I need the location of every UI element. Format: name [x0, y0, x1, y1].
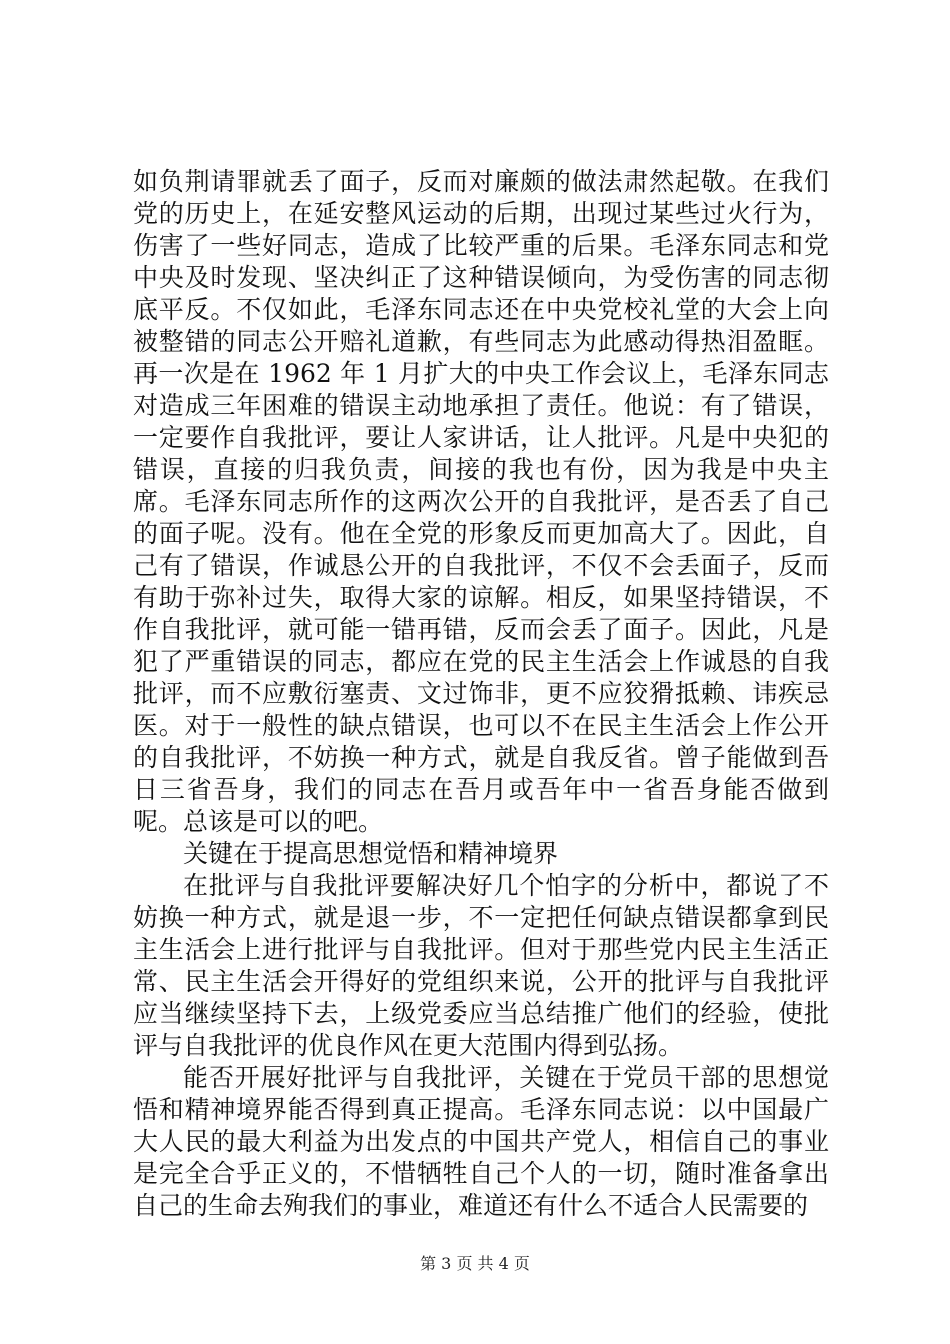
- body-paragraph-continuation: 如负荆请罪就丢了面子，反而对廉颇的做法肃然起敬。在我们党的历史上，在延安整风运动的后期，出现过某些过火行为，伤害了一些好同志，造成了比较严重的后果。毛泽东同志和党中央及时发现、坚决纠正了这种错误倾向，为受伤害的同志彻底平反。不仅如此，毛泽东同志还在中央党校礼堂的大会上向被整错的同志公开赔礼道歉，有些同志为此感动得热泪盈眶。再一次是在 1962 年 1 月扩大的中央工作会议上，毛泽东同志对造成三年困难的错误主动地承担了责任。他说：有了错误，一定要作自我批评，要让人家讲话，让人批评。凡是中央犯的错误，直接的归我负责，间接的我也有份，因为我是中央主席。毛泽东同志所作的这两次公开的自我批评，是否丢了自己的面子呢。没有。他在全党的形象反而更加高大了。因此，自己有了错误，作诚恳公开的自我批评，不仅不会丢面子，反而有助于弥补过失，取得大家的谅解。相反，如果坚持错误，不作自我批评，就可能一错再错，反而会丢了面子。因此，凡是犯了严重错误的同志，都应在党的民主生活会上作诚恳的自我批评，而不应敷衍塞责、文过饰非，更不应狡猾抵赖、讳疾忌医。对于一般性的缺点错误，也可以不在民主生活会上作公开的自我批评，不妨换一种方式，就是自我反省。曾子能做到吾日三省吾身，我们的同志在吾月或吾年中一省吾身能否做到呢。总该是可以的吧。: [133, 167, 829, 836]
- body-paragraph: 能否开展好批评与自我批评，关键在于党员干部的思想觉悟和精神境界能否得到真正提高。毛泽东同志说：以中国最广大人民的最大利益为出发点的中国共产党人，相信自己的事业是完全合乎正义的，不惜牺牲自己个人的一切，随时准备拿出自己的生命去殉我们的事业，难道还有什么不适合人民需要的: [133, 1063, 829, 1220]
- body-paragraph: 在批评与自我批评要解决好几个怕字的分析中，都说了不妨换一种方式，就是退一步，不一定把任何缺点错误都拿到民主生活会上进行批评与自我批评。但对于那些党内民主生活正常、民主生活会开得好的党组织来说，公开的批评与自我批评应当继续坚持下去，上级党委应当总结推广他们的经验，使批评与自我批评的优良作风在更大范围内得到弘扬。: [133, 871, 829, 1060]
- page-footer: [0, 1254, 950, 1274]
- section-heading: 关键在于提高思想觉悟和精神境界: [183, 839, 559, 868]
- page-number-label: 第 3 页 共 4 页: [420, 1254, 530, 1273]
- document-body: [133, 166, 829, 1222]
